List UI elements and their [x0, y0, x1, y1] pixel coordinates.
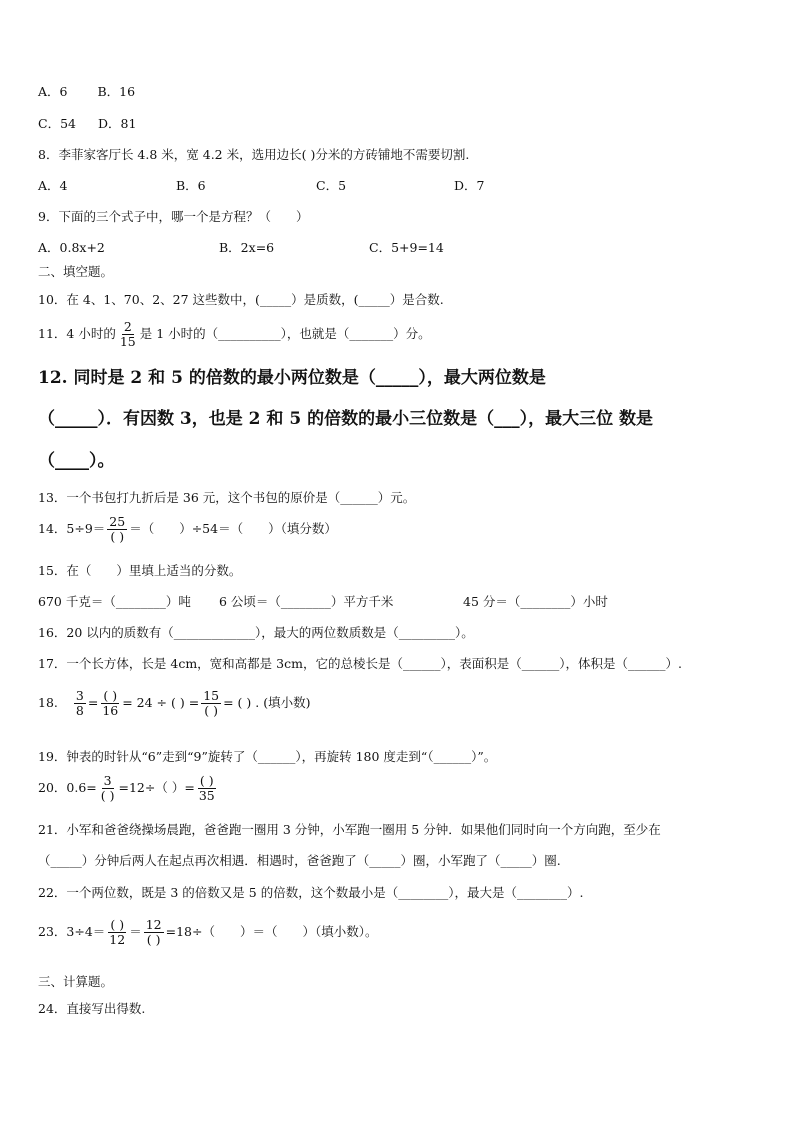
q20-pre: 20．0.6= [38, 780, 97, 795]
q8-option-b: B．6 [176, 178, 206, 193]
q8-options [38, 178, 484, 194]
q18-f3-den: ( ) [204, 703, 218, 718]
q20-f1-den: ( ) [100, 788, 115, 803]
q9-option-a: A．0.8x+2 [38, 240, 105, 255]
q23-f1-num: ( ) [110, 917, 125, 932]
q21-line2: （_____）分钟后两人在起点再次相遇．相遇时，爸爸跑了（_____）圈，小军跑了（_____）圈. [38, 853, 561, 868]
q14-fraction [107, 515, 127, 544]
q17-text: 17．一个长方体，长是 4cm，宽和高都是 3cm，它的总棱长是（______），表面积是（______），体积是（______）. [38, 656, 682, 671]
q20-f2-num: ( ) [199, 773, 214, 788]
q19-text: 19．钟表的时针从“6”走到“9”旋转了（______），再旋转 180 度走到“（______）”。 [38, 749, 497, 764]
q10-text: 10．在 4、1、70、2、27 这些数中，(_____）是质数，(_____）是合数. [38, 292, 444, 307]
q23-f2-den: ( ) [146, 932, 161, 947]
q11-fraction-den: 15 [119, 334, 136, 349]
q18-eq: = [87, 695, 99, 710]
q18-fraction-2 [100, 689, 120, 718]
q18-f1-den: 8 [75, 703, 84, 718]
q9-option-b: B．2x=6 [219, 240, 275, 255]
q11-fraction [118, 320, 138, 349]
q9-options [38, 240, 444, 256]
q8-option-c: C．5 [316, 178, 347, 193]
q20-fraction-1 [99, 774, 117, 803]
q14-pre: 14．5÷9＝ [38, 521, 106, 536]
q22-text: 22．一个两位数，既是 3 的倍数又是 5 的倍数，这个数最小是（________），最大是（________）. [38, 885, 584, 900]
q12-line2: （_____）．有因数 3，也是 2 和 5 的倍数的最小三位数是（___），最大三位 数是 [38, 409, 653, 429]
q11-post: 是 1 小时的（__________），也就是（_______）分。 [139, 326, 431, 341]
q23-pre: 23．3÷4＝ [38, 924, 106, 939]
q23-eq: ＝ [129, 924, 142, 939]
q8-text: 8．李菲家客厅长 4.8 米，宽 4.2 米，选用边长( )分米的方砖铺地不需要切割. [38, 147, 470, 162]
q14-fraction-den: ( ) [110, 529, 125, 544]
q12-line3: （____）。 [38, 451, 115, 471]
q20-f2-den: 35 [198, 788, 215, 803]
q20-fraction-2 [197, 774, 217, 803]
q24-text: 24．直接写出得数. [38, 1001, 146, 1016]
q14-fraction-num: 25 [109, 514, 126, 529]
q7-option-c: C．54 [38, 116, 76, 131]
q20-mid: =12÷（ ）= [118, 780, 195, 795]
q18-mid: = 24 ÷ ( ) = [122, 695, 200, 710]
q11-fraction-num: 2 [123, 319, 132, 334]
q9-text: 9．下面的三个式子中，哪一个是方程？（ ） [38, 209, 309, 224]
q20-f1-num: 3 [103, 773, 112, 788]
q7-option-a: A．6 [38, 84, 68, 99]
q15-items [38, 594, 608, 610]
q15-item-3: 45 分＝（________）小时 [463, 594, 608, 609]
q14-line [38, 515, 337, 544]
q18-f3-num: 15 [203, 688, 220, 703]
q23-f2-num: 12 [145, 917, 162, 932]
q18-f1-num: 3 [75, 688, 84, 703]
q7-option-b: B．16 [97, 84, 136, 99]
q16-text: 16．20 以内的质数有（_____________），最大的两位数质数是（_________）。 [38, 625, 474, 640]
q8-option-a: A．4 [38, 178, 68, 193]
q15-text: 15．在（ ）里填上适当的分数。 [38, 563, 242, 578]
q18-post: = ( ) . (填小数) [223, 695, 311, 710]
q18-fraction-3 [201, 689, 221, 718]
q7-options-row1 [38, 84, 135, 100]
q23-post: =18÷（ ）＝（ ）（填小数）。 [165, 924, 378, 939]
q15-item-1: 670 千克＝（________）吨 [38, 594, 191, 609]
q9-option-c: C．5+9=14 [369, 240, 444, 255]
q23-f1-den: 12 [109, 932, 126, 947]
section-calc-title: 三、计算题。 [38, 974, 114, 989]
q7-options-row2 [38, 116, 136, 132]
q18-pre: 18. [38, 695, 58, 710]
q23-line [38, 918, 377, 947]
q18-f2-den: 16 [102, 703, 119, 718]
q23-fraction-2 [144, 918, 164, 947]
q23-fraction-1 [107, 918, 127, 947]
q21-line1: 21．小军和爸爸绕操场晨跑，爸爸跑一圈用 3 分钟，小军跑一圈用 5 分钟．如果他们同时向一个方向跑，至少在 [38, 822, 661, 837]
q11-line [38, 320, 431, 349]
q8-option-d: D．7 [454, 178, 485, 193]
q18-fraction-1 [74, 689, 86, 718]
q13-text: 13．一个书包打九折后是 36 元，这个书包的原价是（______）元。 [38, 490, 416, 505]
section-fill-blank-title: 二、填空题。 [38, 264, 114, 279]
q12-line1: 12. 同时是 2 和 5 的倍数的最小两位数是（_____），最大两位数是 [38, 368, 546, 388]
q7-option-d: D．81 [97, 116, 137, 131]
q18-line [38, 689, 310, 718]
q15-item-2: 6 公顷＝（________）平方千米 [219, 594, 394, 609]
q18-f2-num: ( ) [103, 688, 118, 703]
q14-post: ＝（ ）÷54＝（ ）（填分数） [129, 521, 337, 536]
q11-pre: 11．4 小时的 [38, 326, 116, 341]
q20-line [38, 774, 219, 803]
